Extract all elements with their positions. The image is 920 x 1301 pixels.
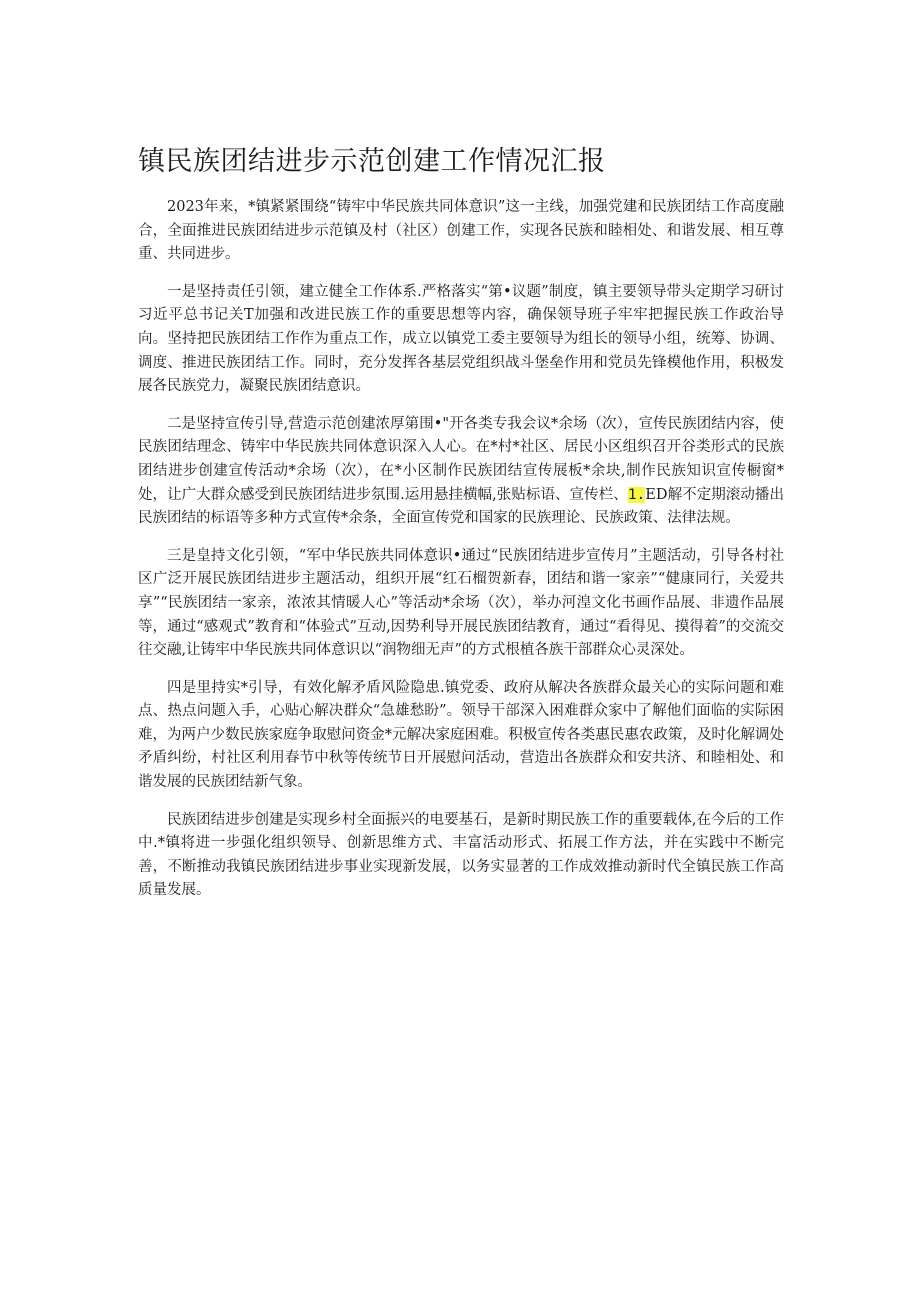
paragraph-conclusion: 民族团结进步创建是实现乡村全面振兴的电要基石，是新时期民族工作的重要载体,在今后的工作中.*镇将进一步强化组织领导、创新思维方式、丰富活动形式、拓展工作方法，并在实践中不断完善，不断推动我镇民族团结进步事业实现新发展，以务实显著的工作成效推动新时代全镇民族工作高质量发展。 [138, 811, 784, 899]
paragraph-intro: 2023年来，*镇紧紧围绕“铸牢中华民族共同体意识”这一主线，加强党建和民族团结工作高度融合，全面推进民族团结进步示范镇及村（社区）创建工作，实现各民族和睦相处、和谐发展、相互尊重、共同进步。 [138, 199, 784, 263]
highlighted-text: 1. [627, 486, 646, 503]
paragraph-risk-resolution: 四是里持实*引导，有效化解矛盾风险隐患.镇党委、政府从解决各族群众最关心的实际问题和难点、热点问题入手，心贴心解决群众“急雄愁盼”。领导干部深入困难群众家中了解他们面临的实际困难，为两户少数民族家庭争取慰问资金*元解决家庭困难。积极宣传各类惠民惠农政策，及时化解调处矛盾纠纷，村社区利用春节中秋等传统节日开展慰问活动，营造出各族群众和安共济、和睦相处、和谐发展的民族团结新气象。 [138, 679, 784, 791]
paragraph-culture: 三是皇持文化引领，“军中华民族共同体意识•通过“民族团结进步宣传月”主题活动，引导各村社区广泛开展民族团结进步主题活动，组织开展“红石榴贺新春，团结和谐一家亲”“健康同行，关爱共享”“民族团结一家亲，浓浓其情暖人心”等活动*余场（次），举办河湟文化书画作品展、非遗作品展等，通过“感观式”教育和“体验式”互动,因势利导开展民族团结教育，通过“看得见、摸得着”的交流交往交融,让铸牢中华民族共同体意识以“润物细无声”的方式根植各族干部群众心灵深处。 [138, 547, 784, 659]
paragraph-publicity-text-after: ED解不定期滚动播出民族团结的标语等多种方式宣传*余条，全面宣传党和国家的民族理论、民族政策、法律法规。 [138, 486, 784, 527]
document-body [138, 196, 784, 917]
paragraph-publicity-text-before: 二是坚持宣传引导,营造示范创建浓厚第围•"开各类专我会议*余场（次），宣传民族团结内容，使民族团结理念、铸牢中华民族共同体意识深入人心。在*村*社区、居民小区组织召开谷类形式的民族团结进步创建宣传活动*余场（次），在*小区制作民族团结宣传展板*余块,制作民族知识宣传橱窗*处，让广大群众感受到民族团结进步氛围.运用悬挂横幅,张贴标语、宣传栏、 [138, 415, 784, 503]
paragraph-publicity [138, 413, 784, 531]
document-title: 镇民族团结进步示范创建工作情况汇报 [138, 146, 606, 177]
paragraph-responsibility: 一是坚持责任引领，建立健全工作体系.严格落实“第•议题”制度，镇主要领导带头定期学习研讨习近平总书记关T加强和改进民族工作的重要思想等内容，确保领导班子牢牢把握民族工作政治导向。坚持把民族团结工作作为重点工作，成立以镇党工委主要领导为组长的领导小组，统筹、协调、调度、推进民族团结工作。同时，充分发挥各基层党组织战斗堡垒作用和党员先锋模他作用，积极发展各民族党力，凝聚民族团结意识。 [138, 283, 784, 395]
